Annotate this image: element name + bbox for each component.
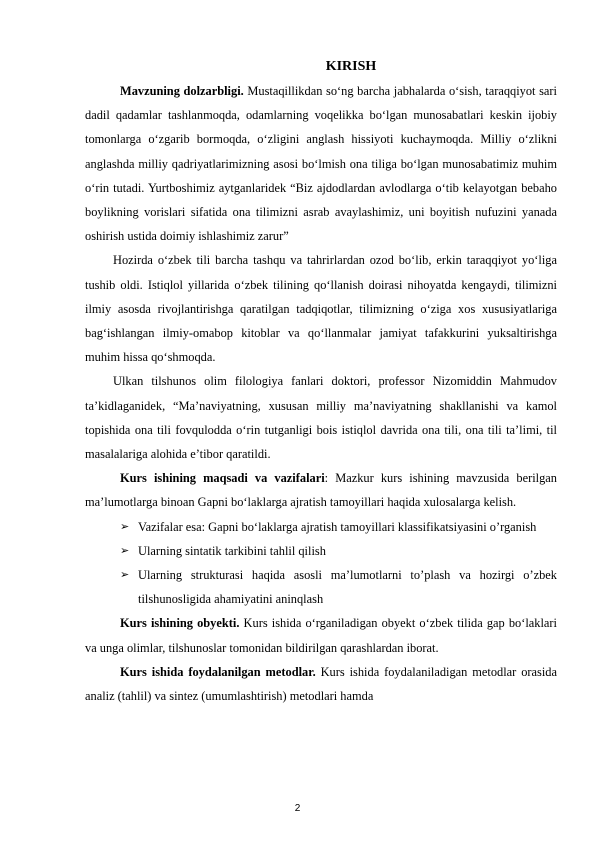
arrow-bullet-icon: ➢ bbox=[120, 568, 130, 582]
methods-text: Kurs ishida foydalaniladigan metodlar orasida analiz (tahlil) va sintez (umumlashtirish) metodlari hamda bbox=[85, 664, 557, 704]
methods-heading: Kurs ishida foydalanilgan metodlar. bbox=[120, 664, 316, 679]
arrow-bullet-icon: ➢ bbox=[120, 519, 130, 533]
goal-text: : Mazkur kurs ishining mavzusida berilgan ma’lumotlarga binoan Gapni bo‘laklarga ajratish tamoyillari haqida xulosalarga kelish. bbox=[85, 471, 557, 510]
paragraph-2: Hozirda o‘zbek tili barcha tashqu va tahrirlardan ozod bo‘lib, erkin taraqqiyot yo‘liga tushib oldi. Istiqlol yillarida o‘zbek tilining qo‘llanish doirasi nihoyatda kengaydi, tilimizni ilmiy asosda rivojlantirishga qaratilgan tadqiqotlar, tilimizning o‘ziga xos xususiyatlariga bag‘ishlangan ilmiy-omabop kitoblar va qo‘llanmalar jamiyat tafakkurini yuksaltirishga muhim hissa qo‘shmoqda. bbox=[85, 253, 557, 365]
goal-paragraph bbox=[85, 466, 557, 514]
arrow-bullet-icon: ➢ bbox=[120, 543, 130, 557]
page-title: KIRISH bbox=[325, 59, 377, 74]
object-text: Kurs ishida o‘rganiladigan obyekt o‘zbek tilida gap bo‘laklari va unga olimlar, tilshunoslar tomonidan bildirilgan qarashlardan iborat. bbox=[85, 616, 558, 655]
goal-heading: Kurs ishining maqsadi va vazifalari bbox=[120, 471, 325, 486]
task-text: Vazifalar esa: Gapni bo‘laklarga ajratish tamoyillari klassifikatsiyasini o’rganish bbox=[138, 519, 537, 534]
tasks-list bbox=[85, 515, 557, 612]
relevance-paragraph bbox=[85, 79, 557, 248]
object-paragraph bbox=[85, 611, 557, 659]
task-text: Ularning strukturasi haqida asosli ma’lumotlarni to’plash va hozirgi o’zbek tilshunosligida ahamiyatini aninqlash bbox=[138, 568, 557, 607]
object-heading: Kurs ishining obyekti. bbox=[120, 616, 240, 631]
paragraph-3: Ulkan tilshunos olim filologiya fanlari doktori, professor Nizomiddin Mahmudov ta’kidlaganidek, “Ma’naviyatning, xususan milliy ma’naviyatning shakllanishi va kamol topishida ona tili fovqulodda o‘rin tutganligi bois istiqlol davrida ona tili, ona tili ta’limi, til masalalariga alohida e’tibor qaratildi. bbox=[85, 374, 557, 462]
relevance-text: Mustaqillikdan so‘ng barcha jabhalarda o‘sish, taraqqiyot sari dadil qadamlar tashlanmoqda, odamlarning voqelikka bo‘lgan munosabatlari keskin ijobiy tomonlarga o‘zgarib bormoqda, o‘zligini anglash hissiyoti kuchaymoqda. Milliy o‘zlikni anglashda milliy qadriyatlarimizning asosi bo‘lmish ona tiliga bo‘lgan munosabatimiz muhim o‘rin tutadi. Yurtboshimiz aytganlaridek “Biz ajdodlardan avlodlarga o‘tib kelayotgan bebaho boylikning vorislari sifatida ona tilimizni asrab avaylashimiz, uni boyitish nufuzini yanada oshirish ustida doimiy ishlashimiz zarur” bbox=[85, 84, 557, 244]
list-item bbox=[120, 563, 557, 611]
page-number: 2 bbox=[294, 803, 301, 814]
list-item bbox=[120, 515, 557, 539]
relevance-heading: Mavzuning dolzarbligi. bbox=[120, 84, 244, 98]
list-item bbox=[120, 539, 557, 563]
methods-paragraph bbox=[85, 660, 557, 708]
task-text: Ularning sintatik tarkibini tahlil qilish bbox=[138, 543, 326, 558]
